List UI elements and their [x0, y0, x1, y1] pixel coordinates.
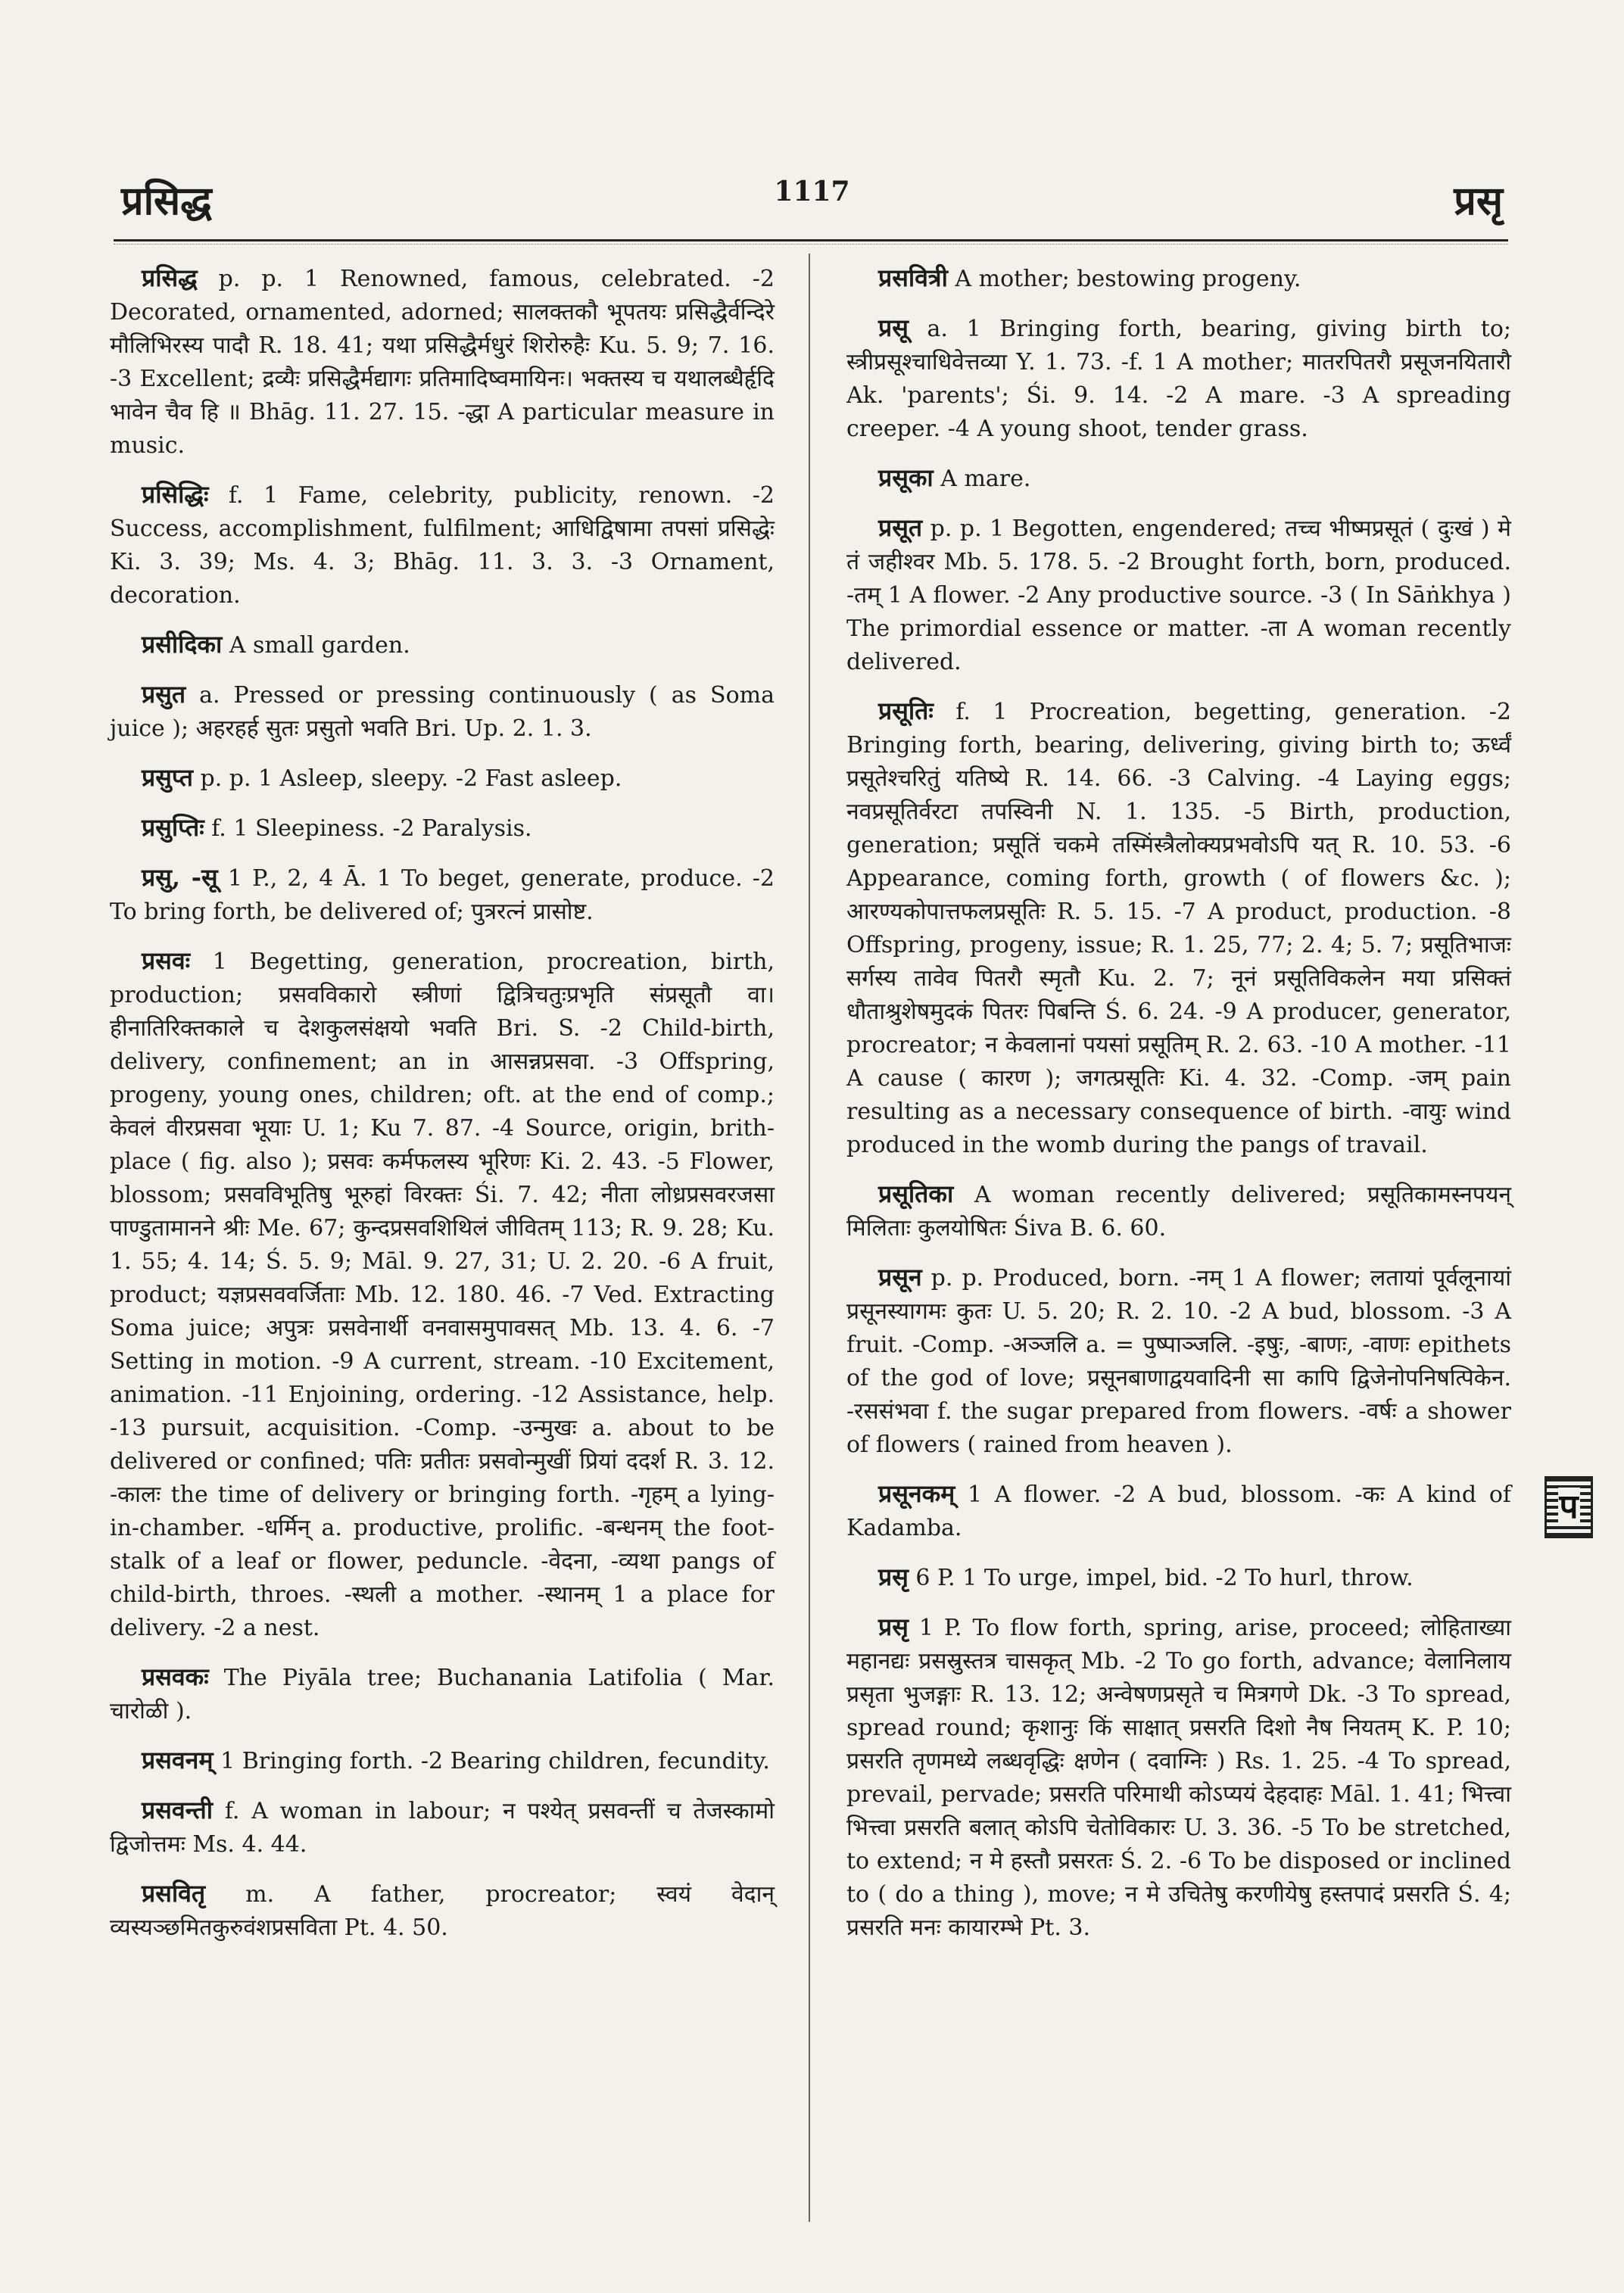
entry-headword: प्रसृ: [878, 1562, 909, 1591]
column-divider: [809, 254, 810, 2222]
dictionary-entry: [110, 1877, 775, 1945]
entry-headword: प्रसवः: [142, 946, 191, 975]
entry-definition: A mother; bestowing progeny.: [955, 266, 1301, 292]
dictionary-entry: [110, 944, 775, 1645]
entry-headword: प्रसवनम्: [142, 1746, 214, 1774]
entry-headword: प्रसूनकम्: [878, 1479, 955, 1508]
dictionary-entry: [846, 511, 1511, 679]
entry-headword: प्रसू: [878, 313, 909, 342]
dictionary-entry: [846, 1477, 1511, 1545]
entry-definition: A small garden.: [229, 632, 410, 659]
entry-definition: f. 1 Fame, celebrity, publicity, renown. -2 Success, accomplishment, fulfilment; आधिद्विषामा तपसां प्रसिद्धेः Ki. 3. 39; Ms. 4. 3; Bhāg. 11. 3. 3. -3 Ornament, decoration.: [110, 482, 775, 609]
entry-headword: प्रसवित्री: [878, 263, 948, 292]
entry-definition: f. A woman in labour; न पश्येत् प्रसवन्तीं च तेजस्कामो द्विजोत्तमः Ms. 4. 44.: [110, 1798, 775, 1858]
left-column: [110, 261, 775, 1960]
entry-definition: A mare.: [940, 466, 1031, 492]
entry-headword: प्रसिद्ध: [142, 263, 198, 292]
entry-definition: p. p. Produced, born. -नम् 1 A flower; लतायां पूर्वलूनायां प्रसूनस्यागमः कुतः U. 5. 20; R. 2. 10. -2 A bud, blossom. -3 A fruit. -Comp. -अञ्जलि a. = पुष्पाञ्जलि. -इषुः, -बाणः, -वाणः epithets of the god of love; प्रसूनबाणाद्वयवादिनी सा कापि द्विजेनोपनिषत्पिकेन. -रससंभवा f. the sugar prepared from flowers. -वर्षः a shower of flowers ( rained from heaven ).: [846, 1265, 1511, 1458]
dictionary-entry: [846, 311, 1511, 446]
entry-definition: The Piyāla tree; Buchanania Latifolia ( Mar. चारोळी ).: [110, 1665, 775, 1724]
entry-definition: a. 1 Bringing forth, bearing, giving birth to; स्त्रीप्रसूश्चाधिवेत्तव्या Y. 1. 73. -f. 1 A mother; मातरपितरौ प्रसूजनयितारौ Ak. 'parents'; Śi. 9. 14. -2 A mare. -3 A spreading creeper. -4 A young shoot, tender grass.: [846, 316, 1511, 442]
dictionary-entry: [846, 1177, 1511, 1245]
entry-definition: A woman recently delivered; प्रसूतिकामस्नपयन् मिलिताः कुलयोषितः Śiva B. 6. 60.: [846, 1182, 1511, 1242]
entry-headword: प्रसृ: [878, 1612, 909, 1641]
dictionary-entry: [846, 694, 1511, 1162]
entry-headword: प्रसु, -सू: [142, 863, 218, 892]
dictionary-entry: [110, 678, 775, 746]
entry-headword: प्रसून: [878, 1263, 922, 1291]
dictionary-entry: [110, 811, 775, 846]
entry-definition: 1 Bringing forth. -2 Bearing children, fecundity.: [220, 1748, 770, 1774]
thumb-index-tab: [1545, 1476, 1593, 1538]
entry-definition: 1 Begetting, generation, procreation, birth, production; प्रसवविकारो स्त्रीणां द्वित्रिचतुःप्रभृति संप्रसूतौ वा। हीनातिरिक्तकाले च देशकुलसंक्षयो भवति Bri. S. -2 Child-birth, delivery, confinement; an in आसन्नप्रसवा. -3 Offspring, progeny, young ones, children; oft. at the end of comp.; केवलं वीरप्रसवा भूयाः U. 1; Ku 7. 87. -4 Source, origin, brith-place ( fig. also ); प्रसवः कर्मफलस्य भूरिणः Ki. 2. 43. -5 Flower, blossom; प्रसवविभूतिषु भूरुहां विरक्तः Śi. 7. 42; नीता लोध्रप्रसवरजसा पाण्डुतामानने श्रीः Me. 67; कुन्दप्रसवशिथिलं जीवितम् 113; R. 9. 28; Ku. 1. 55; 4. 14; Ś. 5. 9; Māl. 9. 27, 31; U. 2. 20. -6 A fruit, product; यज्ञप्रसववर्जिताः Mb. 12. 180. 46. -7 Ved. Extracting Soma juice; अपुत्रः प्रसवेनार्थी वनवासमुपावसत् Mb. 13. 4. 6. -7 Setting in motion. -9 A current, stream. -10 Excitement, animation. -11 Enjoining, ordering. -12 Assistance, help. -13 pursuit, acquisition. -Comp. -उन्मुखः a. about to be delivered or confined; पतिः प्रतीतः प्रसवोन्मुखीं प्रियां ददर्श R. 3. 12. -कालः the time of delivery or bringing forth. -गृहम् a lying-in-chamber. -धर्मिन् a. productive, prolific. -बन्धनम् the foot-stalk of a leaf or flower, peduncle. -वेदना, -व्यथा pangs of child-birth, throes. -स्थली a mother. -स्थानम् 1 a place for delivery. -2 a nest.: [110, 949, 775, 1641]
dictionary-entry: [110, 861, 775, 929]
dictionary-entry: [110, 1660, 775, 1728]
dictionary-entry: [110, 761, 775, 796]
entry-headword: प्रसवितृ: [142, 1879, 206, 1908]
header-guide-word-right: प्रसृ: [1454, 178, 1503, 224]
header-rule: [114, 239, 1508, 241]
header-guide-word-left: प्रसिद्ध: [121, 178, 212, 224]
entry-headword: प्रसूतिः: [878, 696, 934, 725]
entry-definition: 1 P., 2, 4 Ā. 1 To beget, generate, produce. -2 To bring forth, be delivered of; पुत्ररत्नं प्रासोष्ट.: [110, 865, 775, 925]
entry-definition: f. 1 Sleepiness. -2 Paralysis.: [211, 815, 532, 842]
dictionary-entry: [110, 261, 775, 463]
entry-headword: प्रसुप्तिः: [142, 813, 204, 842]
entry-headword: प्रसवकः: [142, 1662, 209, 1691]
entry-headword: प्रसवन्ती: [142, 1796, 214, 1824]
entry-definition: 6 P. 1 To urge, impel, bid. -2 To hurl, throw.: [915, 1565, 1414, 1591]
entry-definition: p. p. 1 Begotten, engendered; तच्च भीष्मप्रसूतं ( दुःखं ) मे तं जहीश्वर Mb. 5. 178. 5. -2 Brought forth, born, produced. -तम् 1 A flower. -2 Any productive source. -3 ( In Sāṅkhya ) The primordial essence or matter. -ता A woman recently delivered.: [846, 516, 1511, 675]
dictionary-entry: [110, 1793, 775, 1862]
entry-definition: 1 A flower. -2 A bud, blossom. -कः A kind of Kadamba.: [846, 1481, 1511, 1541]
entry-headword: प्रसीदिका: [142, 630, 223, 659]
entry-headword: प्रसूत: [878, 513, 923, 542]
dictionary-entry: [110, 478, 775, 612]
entry-headword: प्रसिद्धिः: [142, 480, 209, 509]
page-number: 1117: [774, 176, 850, 207]
dictionary-entry: [846, 1610, 1511, 1945]
entry-headword: प्रसुप्त: [142, 763, 193, 792]
dictionary-entry: [110, 628, 775, 662]
dictionary-entry: [110, 1743, 775, 1778]
entry-definition: p. p. 1 Asleep, sleepy. -2 Fast asleep.: [200, 765, 622, 792]
entry-definition: m. A father, procreator; स्वयं वेदान् व्यस्यञ्छमितकुरुवंशप्रसविता Pt. 4. 50.: [110, 1881, 775, 1941]
dictionary-entry: [846, 461, 1511, 496]
entry-definition: 1 P. To flow forth, spring, arise, proceed; लोहिताख्या महानद्यः प्रसस्रुस्तत्र चासकृत् Mb. -2 To go forth, advance; वेलानिलाय प्रसृता भुजङ्गाः R. 13. 12; अन्वेषणप्रसृते च मित्रगणे Dk. -3 To spread, spread round; कृशानुः किं साक्षात् प्रसरति दिशो नैष नियतम् K. P. 10; प्रसरति तृणमध्ये लब्धवृद्धिः क्षणेन ( दवाग्निः ) Rs. 1. 25. -4 To spread, prevail, pervade; प्रसरति परिमाथी कोऽप्ययं देहदाहः Māl. 1. 41; भित्त्वा भित्त्वा प्रसरति बलात् कोऽपि चेतोविकारः U. 3. 36. -5 To be stretched, to extend; न मे हस्तौ प्रसरतः Ś. 2. -6 To be disposed or inclined to ( do a thing ), move; न मे उचितेषु करणीयेषु हस्तपादं प्रसरति Ś. 4; प्रसरति मनः कायारम्भे Pt. 3.: [846, 1615, 1511, 1941]
entry-definition: a. Pressed or pressing continuously ( as Soma juice ); अहरहर्ह सुतः प्रसुतो भवति Bri. Up. 2. 1. 3.: [110, 682, 775, 742]
thumb-index-letter: प: [1559, 1488, 1579, 1526]
dictionary-entry: [846, 261, 1511, 296]
entry-headword: प्रसुत: [142, 680, 186, 709]
entry-headword: प्रसूका: [878, 463, 934, 492]
entry-headword: प्रसूतिका: [878, 1179, 954, 1208]
dictionary-entry: [846, 1560, 1511, 1595]
header-rule-dotted: [114, 244, 1508, 245]
right-column: [846, 261, 1511, 1960]
entry-definition: p. p. 1 Renowned, famous, celebrated. -2 Decorated, ornamented, adorned; सालक्तकौ भूपतयः प्रसिद्धैर्वन्दिरे मौलिभिरस्य पादौ R. 18. 41; यथा प्रसिद्धैर्मधुरं शिरोरुहैः Ku. 5. 9; 7. 16. -3 Excellent; द्रव्यैः प्रसिद्धैर्मद्यागः प्रतिमादिष्वमायिनः। भक्तस्य च यथालब्धैर्हृदि भावेन चैव हि ॥ Bhāg. 11. 27. 15. -द्धा A particular measure in music.: [110, 266, 775, 459]
entry-definition: f. 1 Procreation, begetting, generation. -2 Bringing forth, bearing, delivering, giving birth to; ऊर्ध्वं प्रसूतेश्चरितुं यतिष्ये R. 14. 66. -3 Calving. -4 Laying eggs; नवप्रसूतिर्वरटा तपस्विनी N. 1. 135. -5 Birth, production, generation; प्रसूतिं चकमे तस्मिंस्त्रैलोक्यप्रभवोऽपि यत् R. 10. 53. -6 Appearance, coming forth, growth ( of flowers &c. ); आरण्यकोपात्तफलप्रसूतिः R. 5. 15. -7 A product, production. -8 Offspring, progeny, issue; R. 1. 25, 77; 2. 4; 5. 7; प्रसूतिभाजः सर्गस्य तावेव पितरौ स्मृतौ Ku. 2. 7; नूनं प्रसूतिविकलेन मया प्रसिक्तं धौताश्रुशेषमुदकं पितरः पिबन्ति Ś. 6. 24. -9 A producer, generator, procreator; न केवलानां पयसां प्रसूतिम् R. 2. 63. -10 A mother. -11 A cause ( कारण ); जगत्प्रसूतिः Ki. 4. 32. -Comp. -जम् pain resulting as a necessary consequence of birth. -वायुः wind produced in the womb during the pangs of travail.: [846, 699, 1511, 1158]
dictionary-entry: [846, 1260, 1511, 1462]
page-header: [121, 173, 1503, 233]
